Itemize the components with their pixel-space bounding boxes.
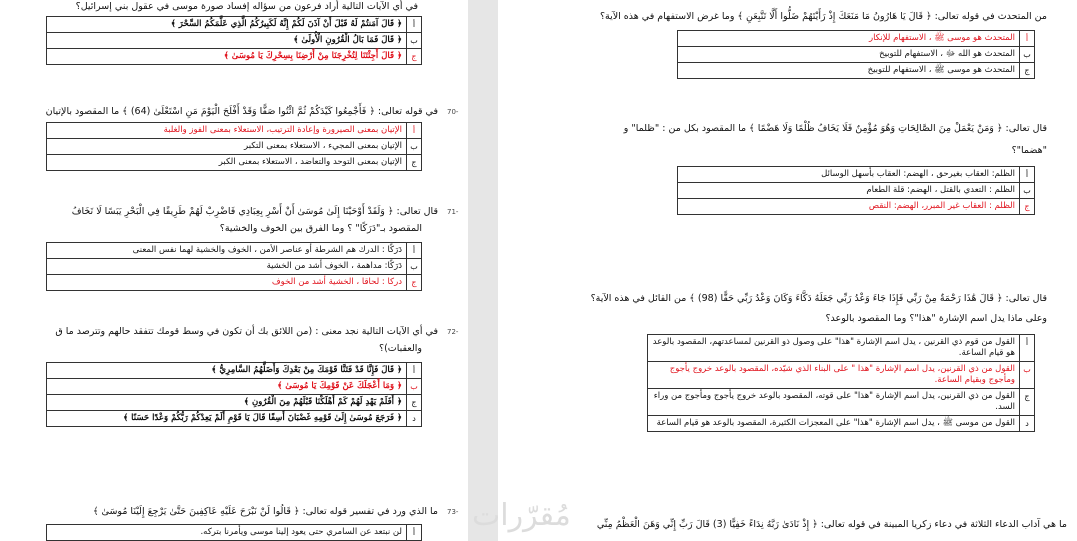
qc-option-d[interactable]: د القول من موسى ﷺ ، يدل اسم الإشارة "هذا" على المعجزات الكثيرة، المقصود بالوعد هو قيام الساعة [648,416,1035,432]
q70-number: 70- [447,108,459,116]
q72-stem-2: والعقبات)؟ [379,343,422,354]
q71-option-c[interactable]: ج دركا : لحاقا ، الخشية أشد من الخوف [47,275,422,291]
q72-option-d[interactable]: د ﴿ فَرَجَعَ مُوسَىٰ إِلَىٰ قَوْمِهِ غَضْبَانَ أَسِفًا قَالَ يَا قَوْمِ أَلَمْ يَعِدْكُمْ رَبُّكُمْ وَعْدًا حَسَنًا ﴾ [47,411,422,427]
qc-stem: قال تعالى: ﴿ قَالَ هَٰذَا رَحْمَةٌ مِنْ رَبِّي فَإِذَا جَاءَ وَعْدُ رَبِّي جَعَلَهُ دَكَّاءَ وَكَانَ وَعْدُ رَبِّي حَقًّا (98) ﴾ من القائل في هذه الآية؟ [590,293,1047,304]
qc-option-c[interactable]: ج القول من ذي القرنين، يدل اسم الإشارة "هذا" على قوته، المقصود بالوعد خروج يأجوج ومأجوج من وراء السد. [648,389,1035,416]
q72-options [46,362,422,427]
qd-stem: ما هي آداب الدعاء الثلاثة في دعاء زكريا المبينة في قوله تعالى: ﴿ إِذْ نَادَىٰ رَبَّهُ نِدَاءً خَفِيًّا (3) قَالَ رَبِّ إِنِّي وَهَنَ الْعَظْمُ مِنِّي [596,519,1067,530]
q71-stem-2: المقصود بـ"دَرَكًا" ؟ وما الفرق بين الخوف والخشية؟ [219,223,422,234]
q72-option-a[interactable]: أ ﴿ قَالَ فَإِنَّا قَدْ فَتَنَّا قَوْمَكَ مِنْ بَعْدِكَ وَأَضَلَّهُمُ السَّامِرِيُّ ﴾ [47,363,422,379]
q73-stem: ما الذي ورد في تفسير قوله تعالى: ﴿ قَالُوا لَنْ نَبْرَحَ عَلَيْهِ عَاكِفِينَ حَتَّىٰ يَرْجِعَ إِلَيْنَا مُوسَىٰ ﴾ [92,506,438,517]
q72-stem: في أي الآيات التالية نجد معنى : (من اللائق بك أن تكون في وسط قومك تتفقد حالهم وتترصد ما ق [55,326,438,337]
qc-stem-2: وعلى ماذا يدل اسم الإشارة "هذا"؟ وما المقصود بالوعد؟ [825,313,1047,324]
q72-number: 72- [447,328,459,336]
q73-option-a[interactable]: أ لن نبتعد عن السامري حتى يعود إلينا موسى ويأمرنا بتركه. [47,525,422,541]
watermark-logo: مُقرّرات [472,498,571,533]
q73-options [46,524,422,541]
qa-stem: من المتحدث في قوله تعالى: ﴿ قَالَ يَا هَارُونُ مَا مَنَعَكَ إِذْ رَأَيْتَهُمْ ضَلُّوا أَلَّا تَتَّبِعَنِ ﴾ وما غرض الاستفهام في هذه الآية؟ [599,11,1047,22]
q70-stem: في قوله تعالى: ﴿ فَأَجْمِعُوا كَيْدَكُمْ ثُمَّ ائْتُوا صَفًّا وَقَدْ أَفْلَحَ الْيَوْمَ مَنِ اسْتَعْلَىٰ (64) ﴾ ما المقصود بالإتيان [45,106,438,117]
q71-option-a[interactable]: أ دَرَكًا : الدرك هم الشرطة أو عناصر الأمن ، الخوف والخشية لهما نفس المعنى [47,243,422,259]
qa-option-b[interactable]: ب المتحدث هو الله ﷻ ، الاستفهام للتوبيخ [678,47,1035,63]
qb-options [677,166,1035,215]
q71-options [46,242,422,291]
q73-number: 73- [447,508,459,516]
q69-option-a[interactable]: أ ﴿ قَالَ آمَنتُمْ لَهُ قَبْلَ أَنْ آذَنَ لَكُمْ إِنَّهُ لَكَبِيرُكُمُ الَّذِي عَلَّمَكُمُ السِّحْرَ ﴾ [47,17,422,33]
q70-options [46,122,422,171]
qa-option-c[interactable]: ج المتحدث هو موسى ﷺ ، الاستفهام للتوبيخ [678,63,1035,79]
qa-options [677,30,1035,79]
right-page [498,0,1077,541]
q69-options [46,16,422,65]
q69-option-b[interactable]: ب ﴿ قَالَ فَمَا بَالُ الْقُرُونِ الْأُولَىٰ ﴾ [47,33,422,49]
qb-stem: قال تعالى: ﴿ وَمَنْ يَعْمَلْ مِنَ الصَّالِحَاتِ وَهُوَ مُؤْمِنٌ فَلَا يَخَافُ ظُلْمًا وَلَا هَضْمًا ﴾ ما المقصود بكل من : "ظلما" و [623,123,1047,134]
qc-options [647,334,1035,432]
q70-option-b[interactable]: ب الإتيان بمعنى المجيء ، الاستعلاء بمعنى التكبر [47,139,422,155]
qb-option-a[interactable]: أ الظلم: العقاب بغيرحق ، الهضم: العقاب بأسهل الوسائل [678,167,1035,183]
qa-option-a[interactable]: أ المتحدث هو موسى ﷺ ، الاستفهام للإنكار [678,31,1035,47]
q70-option-a[interactable]: أ الإتيان بمعنى الصيرورة وإعادة الترتيب، الاستعلاء بمعنى الفوز والغلبة [47,123,422,139]
q71-number: 71- [447,208,459,216]
q72-option-b[interactable]: ب ﴿ وَمَا أَعْجَلَكَ عَنْ قَوْمِكَ يَا مُوسَىٰ ﴾ [47,379,422,395]
q69-option-c[interactable]: ج ﴿ قَالَ أَجِئْتَنَا لِتُخْرِجَنَا مِنْ أَرْضِنَا بِسِحْرِكَ يَا مُوسَىٰ ﴾ [47,49,422,65]
q71-stem: قال تعالى: ﴿ وَلَقَدْ أَوْحَيْنَا إِلَىٰ مُوسَىٰ أَنْ أَسْرِ بِعِبَادِي فَاضْرِبْ لَهُمْ طَرِيقًا فِي الْبَحْرِ يَبَسًا لَا تَخَافُ [71,206,438,217]
q72-option-c[interactable]: ج ﴿ أَفَلَمْ يَهْدِ لَهُمْ كَمْ أَهْلَكْنَا قَبْلَهُمْ مِنَ الْقُرُونِ ﴾ [47,395,422,411]
q71-option-b[interactable]: ب دَرَكًا: مداهمة ، الخوف أشد من الخشية [47,259,422,275]
qb-option-b[interactable]: ب الظلم : التعدي بالقتل ، الهضم: قلة الطعام [678,183,1035,199]
qb-option-c[interactable]: ج الظلم : العقاب غير المبرر، الهضم: النقص [678,199,1035,215]
qc-option-b[interactable]: ب القول من ذي القرنين، يدل اسم الإشارة "هذا " على البناء الذي شيّده، المقصود بالوعد خروج يأجوج ومأجوج وبقيام الساعة. [648,362,1035,389]
left-page [0,0,468,541]
q69-stem: في أي الآيات التالية أراد فرعون من سؤاله إفساد صورة موسى في عقول بني إسرائيل؟ [75,1,418,12]
qc-option-a[interactable]: أ القول من قوم ذي القرنين ، يدل اسم الإشارة "هذا" على وصول ذو القرنين لمساعدتهم، المقصود بالوعد هو قيام الساعة. [648,335,1035,362]
qb-stem-2: "هضما"؟ [1011,145,1047,156]
q70-option-c[interactable]: ج الإتيان بمعنى التوحد والتعاضد ، الاستعلاء بمعنى الكبر [47,155,422,171]
